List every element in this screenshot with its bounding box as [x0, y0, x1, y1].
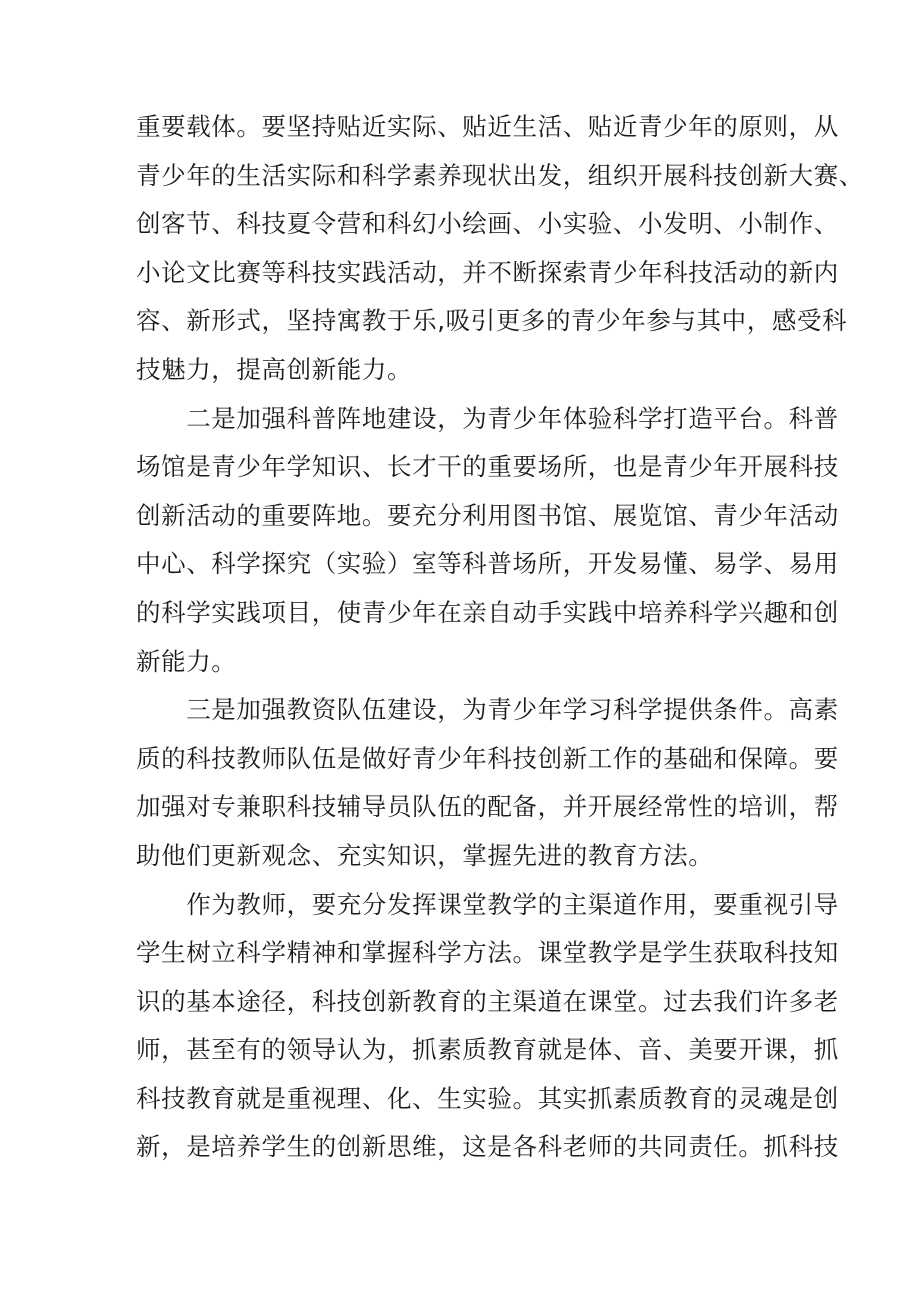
paragraph-start-line: 二是加强科普阵地建设，为青少年体验科学打造平台。科普: [136, 403, 839, 433]
document-body: [136, 103, 864, 1172]
text-line: 科技教育就是重视理、化、生实验。其实抓素质教育的灵魂是创: [136, 1083, 839, 1113]
text-line: 创新活动的重要阵地。要充分利用图书馆、展览馆、青少年活动: [136, 500, 839, 530]
text-line: 新能力。: [136, 646, 237, 676]
text-line: 重要载体。要坚持贴近实际、贴近生活、贴近青少年的原则，从: [136, 112, 839, 141]
text-line: 场馆是青少年学知识、长才干的重要场所，也是青少年开展科技: [136, 452, 839, 482]
text-line: 容、新形式，坚持寓教于乐,吸引更多的青少年参与其中，感受科: [136, 306, 848, 336]
text-line: 的科学实践项目，使青少年在亲自动手实践中培养科学兴趣和创: [136, 597, 839, 627]
text-line: 师，甚至有的领导认为，抓素质教育就是体、音、美要开课，抓: [136, 1035, 839, 1065]
paragraph-start-line: 三是加强教资队伍建设，为青少年学习科学提供条件。高素: [136, 695, 839, 725]
text-line: 助他们更新观念、充实知识，掌握先进的教育方法。: [136, 840, 714, 870]
text-line: 青少年的生活实际和科学素养现状出发，组织开展科技创新大赛、: [136, 160, 864, 190]
paragraph-start-line: 作为教师，要充分发挥课堂教学的主渠道作用，要重视引导: [136, 889, 839, 919]
text-line: 中心、科学探究（实验）室等科普场所，开发易懂、易学、易用: [136, 549, 839, 579]
text-line: 质的科技教师队伍是做好青少年科技创新工作的基础和保障。要: [136, 743, 839, 773]
text-line: 新，是培养学生的创新思维，这是各科老师的共同责任。抓科技: [136, 1132, 839, 1162]
text-line: 技魅力，提高创新能力。: [136, 354, 413, 384]
text-line: 识的基本途径，科技创新教育的主渠道在课堂。过去我们许多老: [136, 986, 839, 1016]
text-line: 小论文比赛等科技实践活动，并不断探索青少年科技活动的新内: [136, 257, 839, 287]
text-line: 加强对专兼职科技辅导员队伍的配备，并开展经常性的培训，帮: [136, 792, 839, 822]
text-line: 创客节、科技夏令营和科幻小绘画、小实验、小发明、小制作、: [136, 209, 839, 239]
text-line: 学生树立科学精神和掌握科学方法。课堂教学是学生获取科技知: [136, 938, 839, 968]
